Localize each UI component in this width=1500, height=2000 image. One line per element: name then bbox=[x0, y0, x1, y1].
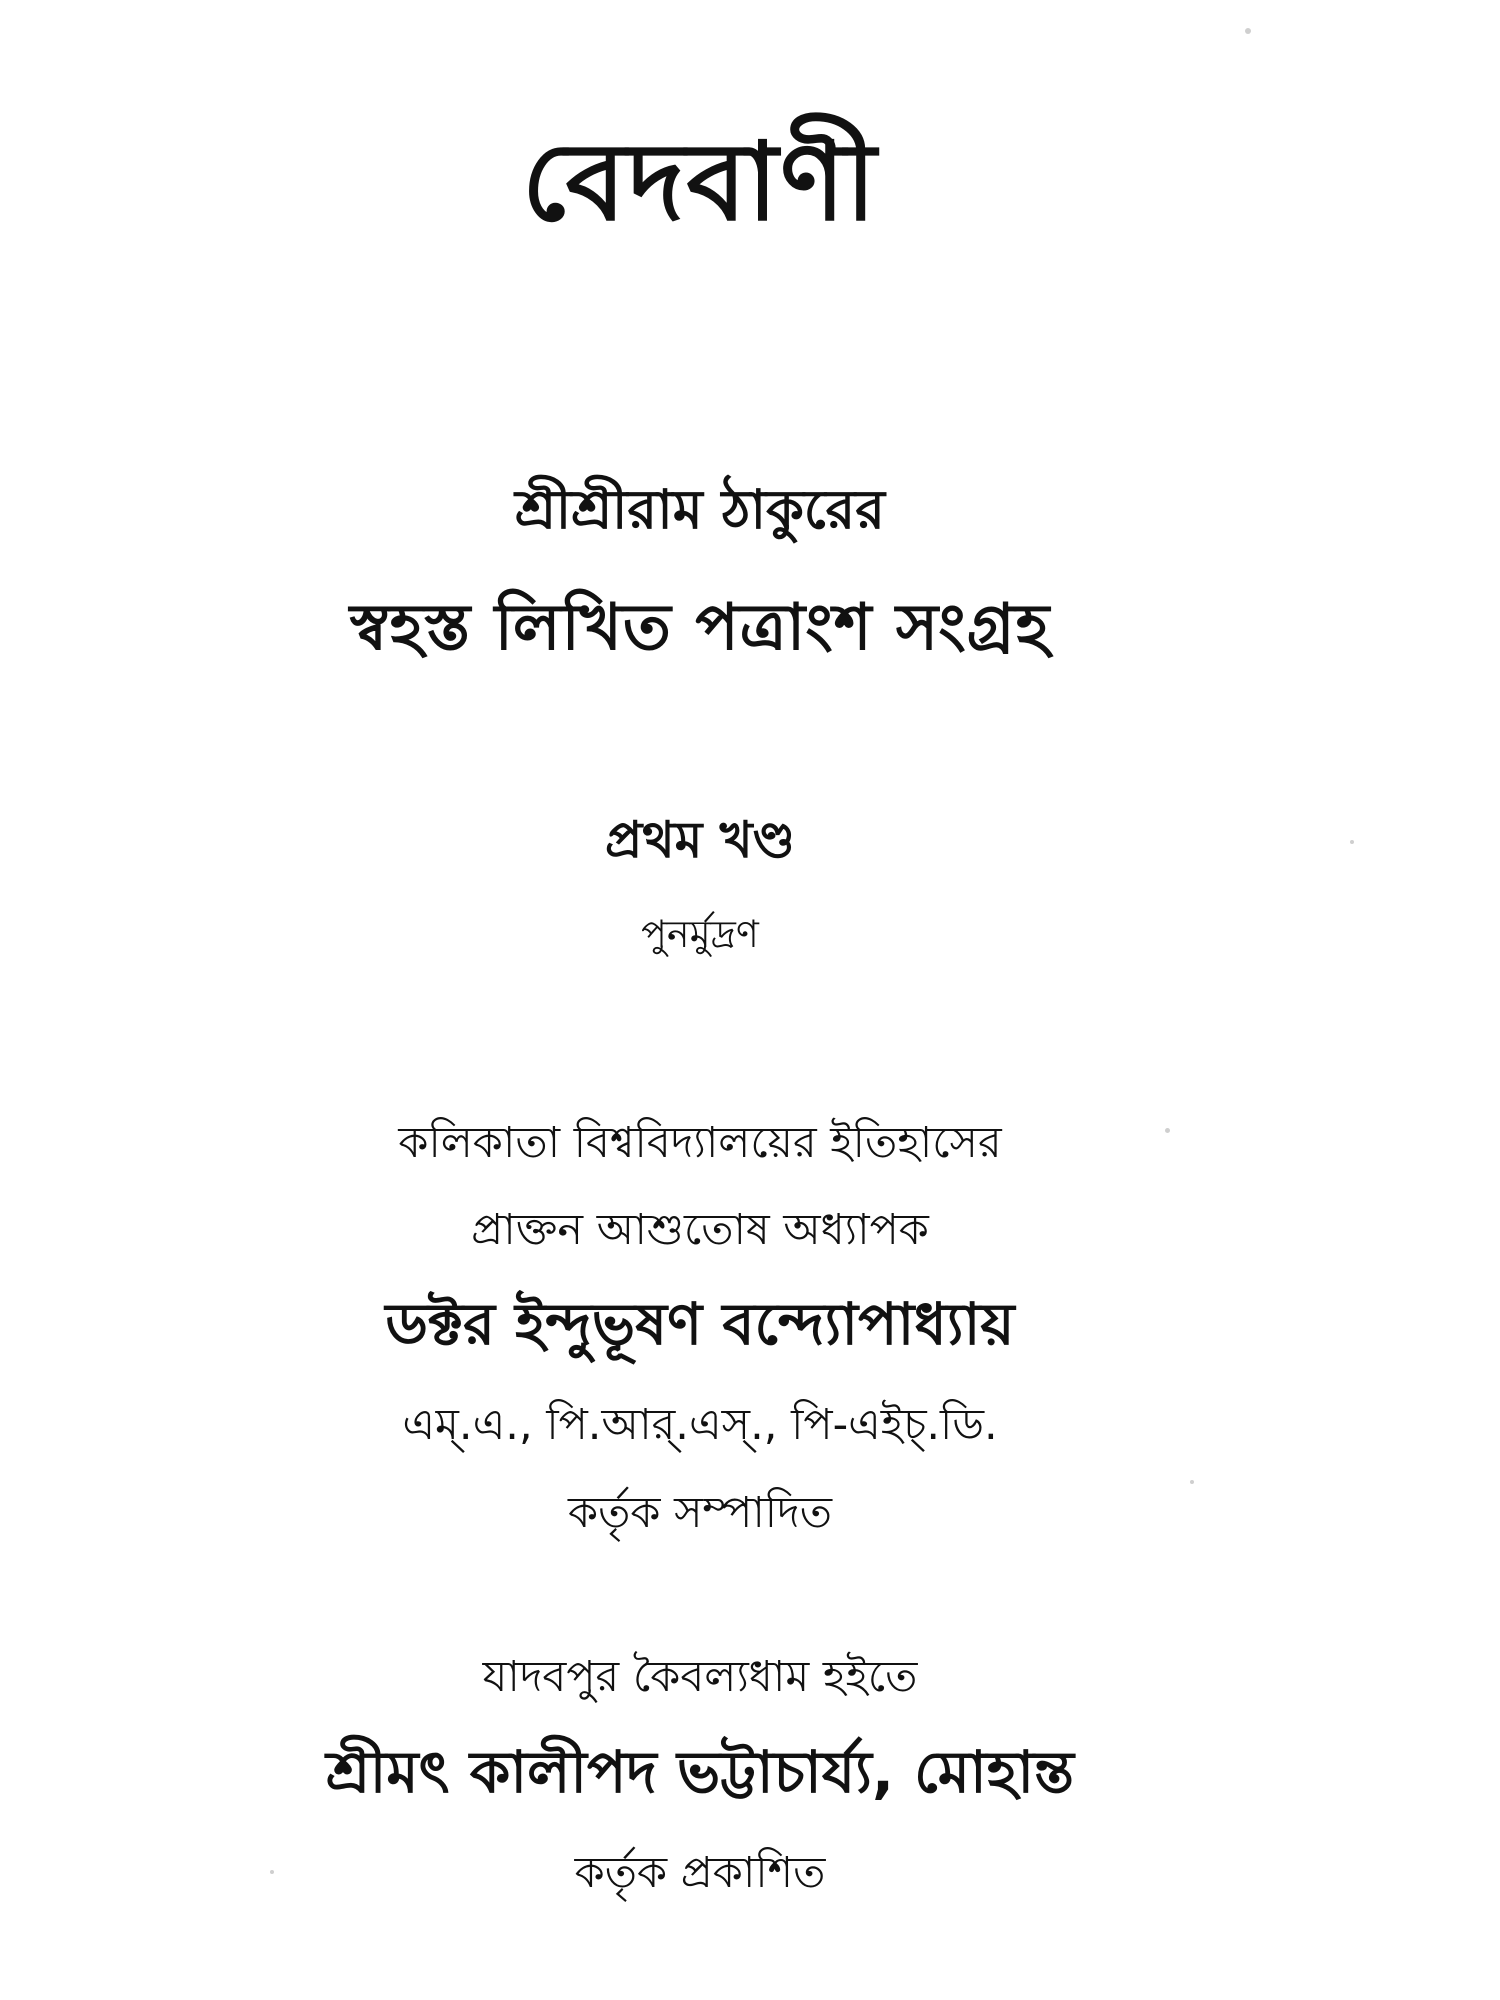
published-by-label: কর্তৃক প্রকাশিত bbox=[574, 1848, 826, 1898]
scan-speck bbox=[270, 1870, 274, 1874]
publisher-name: শ্রীমৎ কালীপদ ভট্টাচার্য্য, মোহান্ত bbox=[326, 1738, 1074, 1806]
editor-affiliation-line-2: প্রাক্তন আশুতোষ অধ্যাপক bbox=[471, 1205, 929, 1255]
subtitle-line-2: স্বহস্ত লিখিত পত্রাংশ সংগ্রহ bbox=[349, 591, 1051, 665]
scan-speck bbox=[1245, 28, 1251, 34]
scan-speck bbox=[1350, 840, 1354, 844]
editor-degrees: এম্.এ., পি.আর্.এস্., পি-এইচ্.ডি. bbox=[402, 1400, 998, 1450]
scan-speck bbox=[1190, 1480, 1194, 1484]
editor-name: ডক্টর ইন্দুভূষণ বন্দ্যোপাধ্যায় bbox=[385, 1290, 1015, 1358]
editor-affiliation-line-1: কলিকাতা বিশ্ববিদ্যালয়ের ইতিহাসের bbox=[398, 1118, 1002, 1168]
scan-speck bbox=[1165, 1128, 1170, 1133]
book-title: বেদবাণী bbox=[521, 120, 879, 245]
edited-by-label: কর্তৃক সম্পাদিত bbox=[568, 1488, 832, 1538]
subtitle-line-1: শ্রীশ্রীরাম ঠাকুরের bbox=[515, 478, 885, 541]
edition-label: পুনর্মুদ্রণ bbox=[641, 912, 759, 956]
publisher-place: যাদবপুর কৈবল্যধাম হইতে bbox=[482, 1652, 918, 1702]
volume-label: প্রথম খণ্ড bbox=[604, 811, 796, 869]
